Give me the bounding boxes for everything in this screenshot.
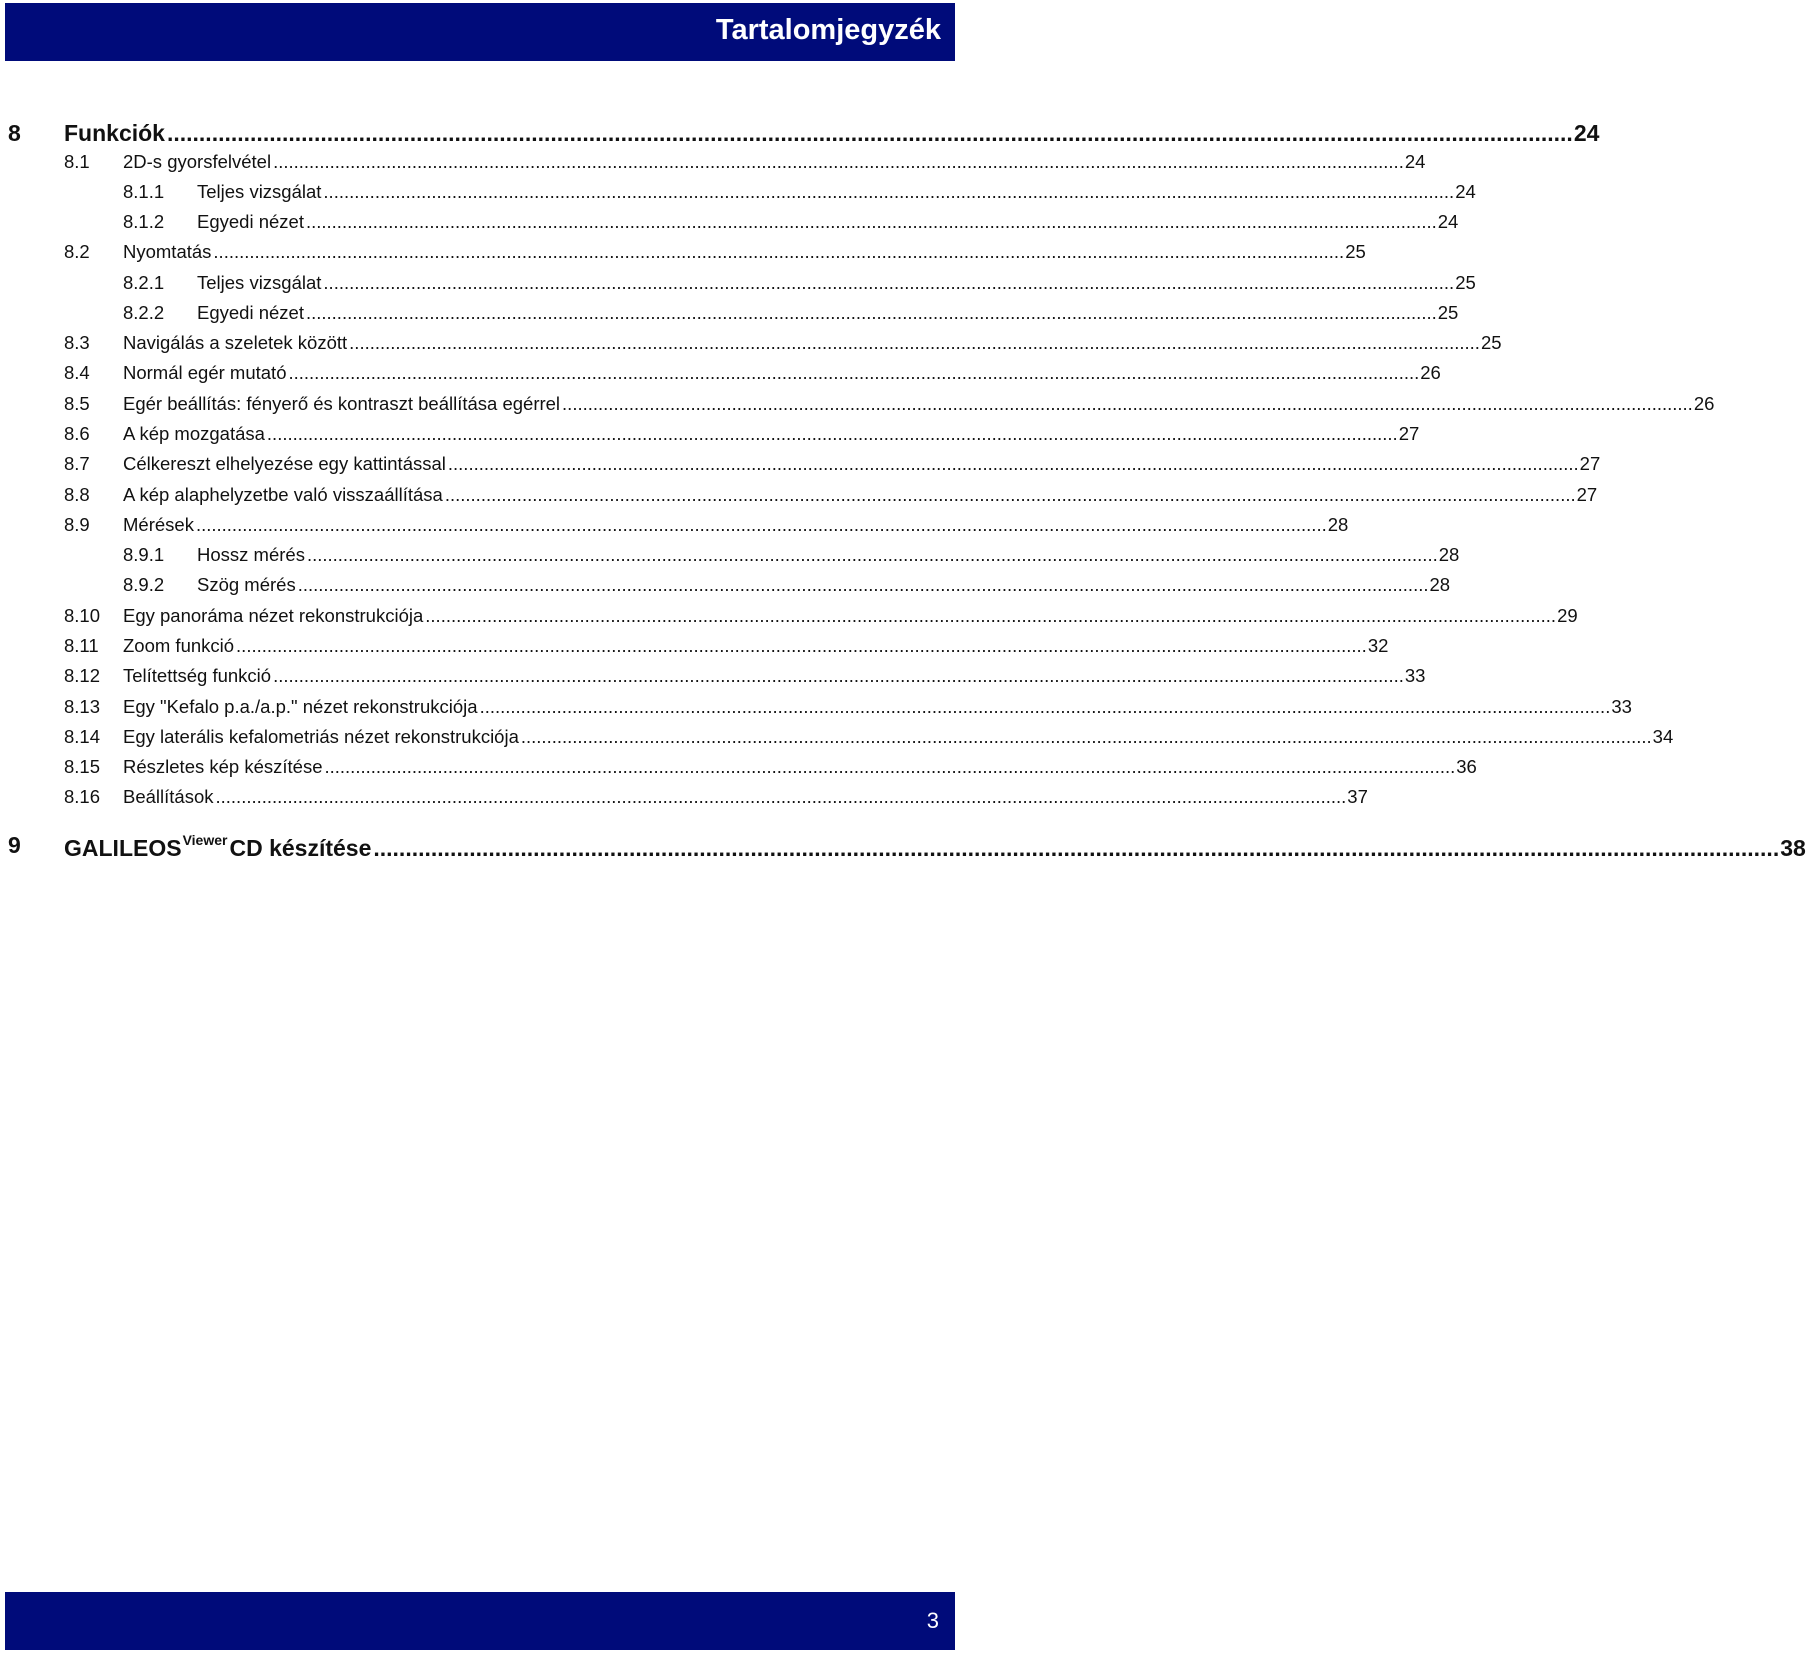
dot-leader: ............................................................................................................................................................................................................................ [273,151,1404,172]
toc-number: 8.1 [64,151,90,172]
toc-page: 25 [1455,272,1476,293]
toc-page: 38 [1780,835,1806,861]
toc-number: 8.14 [64,726,101,747]
toc-number: 8.1.1 [123,181,165,202]
toc-number: 8.12 [64,665,101,686]
dot-leader: ............................................................................................................................................................................................................................ [349,332,1480,353]
toc-page: 29 [1557,605,1578,626]
dot-leader: ............................................................................................................................................................................................................................ [288,362,1420,383]
toc-page: 25 [1437,302,1459,323]
toc-title-pre: GALILEOS [64,835,182,861]
toc-number: 8.9.1 [123,544,165,565]
toc-title: Teljes vizsgálat [197,272,322,293]
toc-title: Normál egér mutató [123,362,287,383]
page-number: 3 [926,1608,939,1633]
dot-leader: ............................................................................................................................................................................................................................ [273,665,1404,686]
toc-page: 26 [1420,362,1441,383]
toc-page: 36 [1456,756,1477,777]
toc-title: Mérések [123,514,194,535]
dot-leader: ............................................................................................................................................................................................................................ [305,211,1437,232]
toc-title: Szög mérés [197,574,296,595]
toc-number: 8.9.2 [123,574,165,595]
toc-title: Nyomtatás [123,241,212,262]
toc-number: 8.8 [64,484,90,505]
dot-leader: ............................................................................................................................................................................................................................ [323,181,1455,202]
dot-leader: ............................................................................................................................................................................................................................ [520,726,1652,747]
toc-number: 8.3 [64,332,90,353]
dot-leader: ............................................................................................................................................................................................................................ [373,835,1780,861]
toc-title: Egér beállítás: fényerő és kontraszt beállítása egérrel [123,393,561,414]
toc-number: 8.2.2 [123,302,165,323]
toc-title-post: CD készítése [229,835,372,861]
toc-page: 32 [1367,635,1389,656]
toc-number: 8 [8,120,21,146]
toc-title: Egy laterális kefalometriás nézet rekonstrukciója [123,726,519,747]
dot-leader: ............................................................................................................................................................................................................................ [215,786,1347,807]
toc-number: 8.5 [64,393,90,414]
toc-title: Funkciók [64,120,165,146]
toc-number: 8.16 [64,786,101,807]
toc-page: 34 [1652,726,1674,747]
toc-page: 26 [1693,393,1715,414]
toc-title: Egy panoráma nézet rekonstrukciója [123,605,424,626]
dot-leader: ............................................................................................................................................................................................................................ [562,393,1693,414]
dot-leader: ............................................................................................................................................................................................................................ [447,453,1579,474]
toc-page: 25 [1345,241,1366,262]
toc-number: 8.13 [64,696,101,717]
toc-number: 8.10 [64,605,101,626]
toc-title: Telítettség funkció [123,665,272,686]
dot-leader: ............................................................................................................................................................................................................................ [266,423,1398,444]
toc-page: 24 [1404,151,1426,172]
toc-page: 25 [1480,332,1502,353]
toc-number: 8.1.2 [123,211,165,232]
toc-number: 8.6 [64,423,90,444]
toc-title: Célkereszt elhelyezése egy kattintással [123,453,446,474]
toc-number: 8.15 [64,756,101,777]
toc-title: Zoom funkció [123,635,235,656]
toc-number: 9 [8,832,21,858]
dot-leader: ............................................................................................................................................................................................................................ [324,756,1456,777]
toc-page: 27 [1579,453,1601,474]
dot-leader: ............................................................................................................................................................................................................................ [166,120,1573,146]
toc-title: Egyedi nézet [197,211,304,232]
toc-page: 33 [1404,665,1426,686]
toc-title: Egyedi nézet [197,302,304,323]
toc-title: Egy "Kefalo p.a./a.p." nézet rekonstrukciója [123,696,478,717]
dot-leader: ............................................................................................................................................................................................................................ [479,696,1611,717]
toc-page: 28 [1429,574,1451,595]
dot-leader: ............................................................................................................................................................................................................................ [195,514,1327,535]
footer-bar [5,1592,955,1650]
toc-title: Részletes kép készítése [123,756,323,777]
dot-leader: ............................................................................................................................................................................................................................ [323,272,1455,293]
toc-title: Teljes vizsgálat [197,181,322,202]
toc-page: 27 [1398,423,1420,444]
dot-leader: ............................................................................................................................................................................................................................ [297,574,1429,595]
toc-page: 28 [1438,544,1460,565]
toc-title [64,832,371,862]
toc-number: 8.11 [64,635,99,656]
toc-page: 24 [1455,181,1476,202]
dot-leader: ............................................................................................................................................................................................................................ [213,241,1345,262]
toc-page: 24 [1437,211,1459,232]
toc-number: 8.9 [64,514,90,535]
toc-number: 8.2 [64,241,90,262]
toc-page: 37 [1347,786,1368,807]
dot-leader: ............................................................................................................................................................................................................................ [444,484,1576,505]
dot-leader: ............................................................................................................................................................................................................................ [305,302,1437,323]
toc-number: 8.4 [64,362,90,383]
toc-title: A kép alaphelyzetbe való visszaállítása [123,484,443,505]
toc-title: Hossz mérés [197,544,305,565]
toc-title: Beállítások [123,786,214,807]
toc-title-superscript: Viewer [182,832,228,848]
dot-leader: ............................................................................................................................................................................................................................ [236,635,1367,656]
toc-page: 33 [1611,696,1632,717]
toc-page: 27 [1576,484,1598,505]
toc-page: 28 [1327,514,1349,535]
toc-page: 24 [1573,120,1600,146]
toc-title: 2D-s gyorsfelvétel [123,151,272,172]
dot-leader: ............................................................................................................................................................................................................................ [425,605,1557,626]
dot-leader: ............................................................................................................................................................................................................................ [306,544,1438,565]
toc-number: 8.7 [64,453,90,474]
toc-number: 8.2.1 [123,272,165,293]
toc-title: Navigálás a szeletek között [123,332,348,353]
page-title: Tartalomjegyzék [715,14,941,46]
toc-title: A kép mozgatása [123,423,265,444]
